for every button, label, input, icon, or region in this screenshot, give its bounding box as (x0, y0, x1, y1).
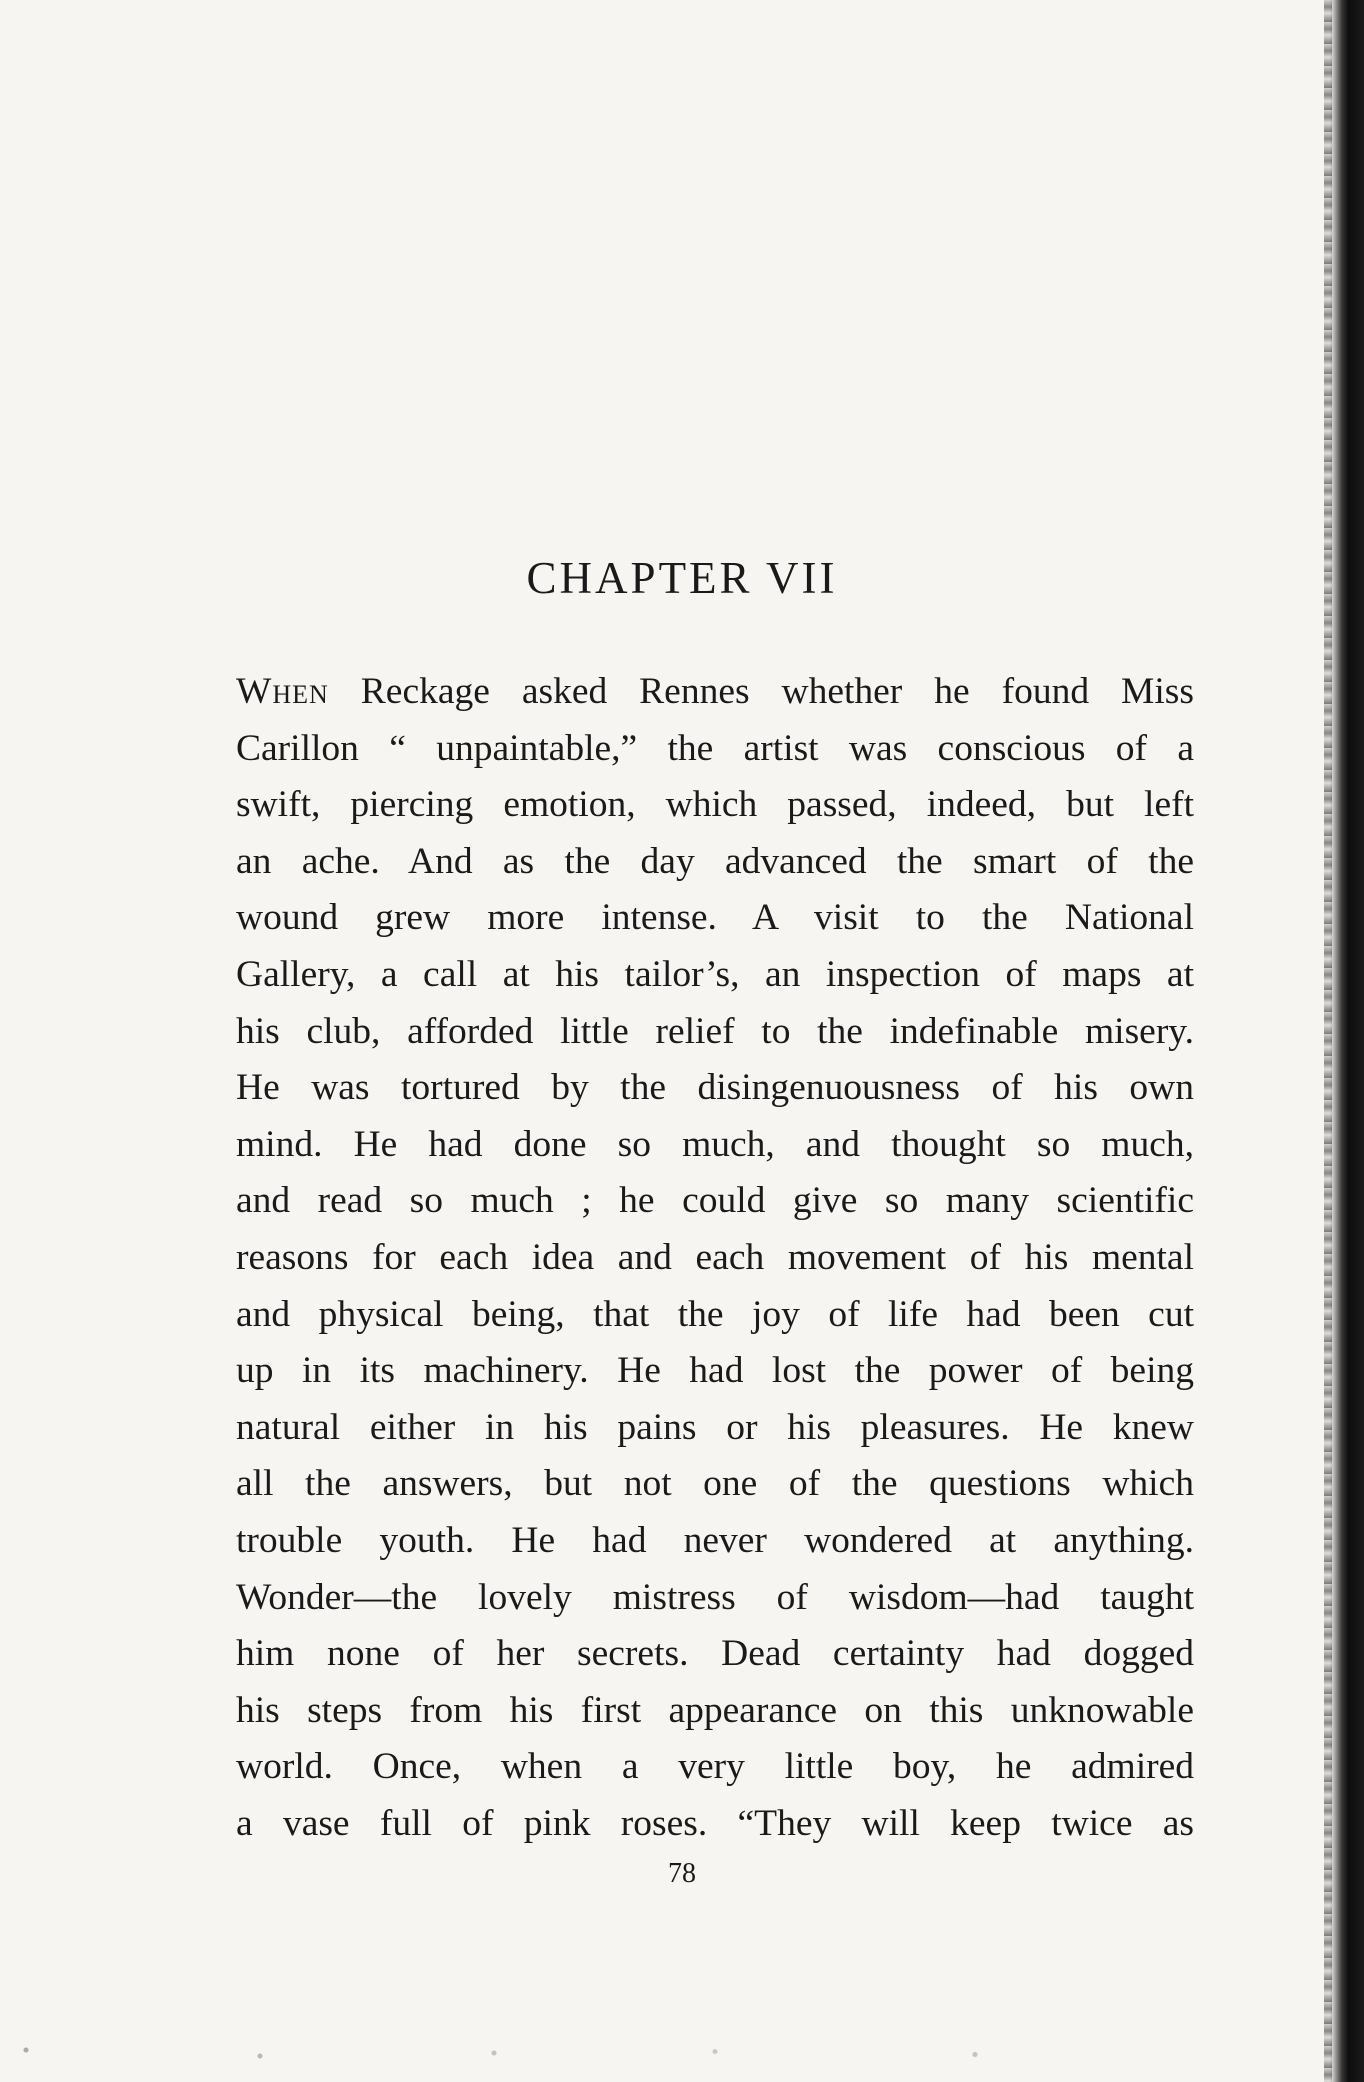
text-line-19: his steps from his first appearance on this unknowable (236, 1689, 1194, 1731)
text-line-15: all the answers, but not one of the questions which (236, 1463, 1194, 1505)
text-line-9: mind. He had done so much, and thought so much, (236, 1123, 1194, 1165)
text-line-20: world. Once, when a very little boy, he admired (236, 1746, 1194, 1788)
text-line-7: his club, afforded little relief to the indefinable misery. (236, 1010, 1194, 1052)
opening-word: When (236, 671, 329, 712)
page-number: 78 (668, 1858, 696, 1889)
text-line-2: Carillon “ unpaintable,” the artist was conscious of a (236, 727, 1194, 769)
text-line-6: Gallery, a call at his tailor’s, an inspection of maps at (236, 953, 1194, 995)
text-line-1 (236, 664, 1194, 721)
text-line-12: and physical being, that the joy of life had been cut (236, 1293, 1194, 1335)
text-line-13: up in its machinery. He had lost the power of being (236, 1350, 1194, 1392)
text-line-4: an ache. And as the day advanced the smart of the (236, 840, 1194, 882)
text-line-21: a vase full of pink roses. “They will keep twice as (236, 1802, 1194, 1844)
text-line-11: reasons for each idea and each movement of his mental (236, 1236, 1194, 1278)
text-line-16: trouble youth. He had never wondered at anything. (236, 1519, 1194, 1561)
text-line-3: swift, piercing emotion, which passed, indeed, but left (236, 784, 1194, 826)
text-line-8: He was tortured by the disingenuousness of his own (236, 1067, 1194, 1109)
body-paragraph (236, 664, 1194, 1852)
text-line-10: and read so much ; he could give so many scientific (236, 1180, 1194, 1222)
text-line-5: wound grew more intense. A visit to the National (236, 897, 1194, 939)
chapter-heading: CHAPTER VII (526, 553, 838, 603)
scan-specks (0, 2038, 1300, 2068)
text-line-18: him none of her secrets. Dead certainty had dogged (236, 1633, 1194, 1675)
first-line-text: Reckage asked Rennes whether he found Miss (328, 671, 1194, 712)
text-line-14: natural either in his pains or his pleasures. He knew (236, 1406, 1194, 1448)
text-line-17: Wonder—the lovely mistress of wisdom—had taught (236, 1576, 1194, 1618)
page-binding-edge (1330, 0, 1364, 2082)
